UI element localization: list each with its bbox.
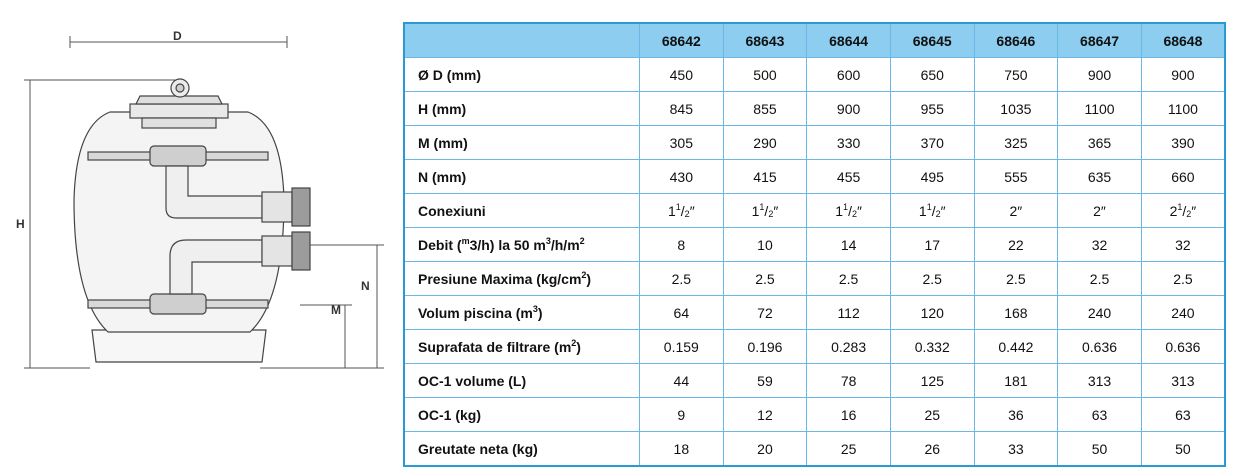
row-label: H (mm) xyxy=(404,92,640,126)
table-cell: 2″ xyxy=(1058,194,1142,228)
spec-table xyxy=(403,22,1226,467)
table-cell: 1100 xyxy=(1058,92,1142,126)
table-cell: 2.5 xyxy=(890,262,974,296)
table-cell: 0.442 xyxy=(974,330,1058,364)
row-label: M (mm) xyxy=(404,126,640,160)
table-cell: 305 xyxy=(640,126,724,160)
table-cell: 64 xyxy=(640,296,724,330)
table-cell: 325 xyxy=(974,126,1058,160)
table-cell: 430 xyxy=(640,160,724,194)
table-cell: 455 xyxy=(807,160,891,194)
table-cell: 313 xyxy=(1058,364,1142,398)
row-label: Suprafata de filtrare $(m^2)$ xyxy=(404,330,640,364)
dimension-d-label: D xyxy=(173,29,182,43)
table-cell: 1100 xyxy=(1141,92,1225,126)
table-cell: 845 xyxy=(640,92,724,126)
table-cell: 370 xyxy=(890,126,974,160)
row-label: N (mm) xyxy=(404,160,640,194)
table-cell: 72 xyxy=(723,296,807,330)
table-cell: 500 xyxy=(723,58,807,92)
table-cell: 25 xyxy=(807,432,891,467)
column-header: 68646 xyxy=(974,23,1058,58)
table-cell: 0.636 xyxy=(1141,330,1225,364)
table-cell: 63 xyxy=(1141,398,1225,432)
table-cell: 0.332 xyxy=(890,330,974,364)
table-cell: 20 xyxy=(723,432,807,467)
filter-diagram xyxy=(0,0,400,476)
table-cell: 2.5 xyxy=(807,262,891,296)
table-header-row xyxy=(404,23,1225,58)
column-header: 68648 xyxy=(1141,23,1225,58)
table-row xyxy=(404,58,1225,92)
table-cell: $1^1/_2''$ xyxy=(890,194,974,228)
row-label: Presiune Maxima $(kg/cm^2)$ xyxy=(404,262,640,296)
table-cell: 2.5 xyxy=(1141,262,1225,296)
table-cell: 290 xyxy=(723,126,807,160)
table-cell: 16 xyxy=(807,398,891,432)
table-cell: 855 xyxy=(723,92,807,126)
column-header: 68644 xyxy=(807,23,891,58)
dimension-n-label: N xyxy=(361,279,370,293)
table-cell: $2^1/_2''$ xyxy=(1141,194,1225,228)
table-cell: 33 xyxy=(974,432,1058,467)
table-cell: 330 xyxy=(807,126,891,160)
table-cell: 900 xyxy=(807,92,891,126)
table-cell: 32 xyxy=(1058,228,1142,262)
table-cell: 600 xyxy=(807,58,891,92)
table-cell: 181 xyxy=(974,364,1058,398)
table-row xyxy=(404,194,1225,228)
table-cell: 2.5 xyxy=(974,262,1058,296)
table-cell: 900 xyxy=(1141,58,1225,92)
table-row xyxy=(404,160,1225,194)
table-cell: 17 xyxy=(890,228,974,262)
table-cell: 125 xyxy=(890,364,974,398)
table-cell: 18 xyxy=(640,432,724,467)
table-cell: 168 xyxy=(974,296,1058,330)
table-cell: $1^1/_2''$ xyxy=(807,194,891,228)
table-cell: 8 xyxy=(640,228,724,262)
table-cell: 495 xyxy=(890,160,974,194)
table-cell: 26 xyxy=(890,432,974,467)
table-cell: $1^1/_2''$ xyxy=(723,194,807,228)
table-cell: 2.5 xyxy=(640,262,724,296)
table-cell: 450 xyxy=(640,58,724,92)
table-cell: 2.5 xyxy=(1058,262,1142,296)
table-cell: 240 xyxy=(1058,296,1142,330)
row-label: Volum piscina $(m^3)$ xyxy=(404,296,640,330)
row-label: Ø D (mm) xyxy=(404,58,640,92)
table-cell: 2″ xyxy=(974,194,1058,228)
table-cell: 59 xyxy=(723,364,807,398)
table-cell: 78 xyxy=(807,364,891,398)
table-cell: 390 xyxy=(1141,126,1225,160)
table-cell: 900 xyxy=(1058,58,1142,92)
row-label: Debit ($^m$3/h) la 50 $m^3/h/m^2$ xyxy=(404,228,640,262)
table-row xyxy=(404,126,1225,160)
table-cell: 22 xyxy=(974,228,1058,262)
table-row xyxy=(404,296,1225,330)
row-label: OC-1 (kg) xyxy=(404,398,640,432)
table-cell: 240 xyxy=(1141,296,1225,330)
table-row xyxy=(404,364,1225,398)
table-cell: 2.5 xyxy=(723,262,807,296)
table-cell: 9 xyxy=(640,398,724,432)
table-cell: 415 xyxy=(723,160,807,194)
filter-tank xyxy=(74,79,310,362)
table-cell: 25 xyxy=(890,398,974,432)
table-cell: 0.159 xyxy=(640,330,724,364)
table-cell: 44 xyxy=(640,364,724,398)
column-header: 68642 xyxy=(640,23,724,58)
table-cell: 0.283 xyxy=(807,330,891,364)
table-body xyxy=(404,58,1225,467)
table-row xyxy=(404,228,1225,262)
row-label: Greutate neta (kg) xyxy=(404,432,640,467)
table-row xyxy=(404,92,1225,126)
row-label: Conexiuni xyxy=(404,194,640,228)
row-label: OC-1 volume (L) xyxy=(404,364,640,398)
table-cell: 750 xyxy=(974,58,1058,92)
table-cell: 32 xyxy=(1141,228,1225,262)
table-cell: 635 xyxy=(1058,160,1142,194)
table-cell: 50 xyxy=(1058,432,1142,467)
table-row xyxy=(404,262,1225,296)
table-cell: 0.196 xyxy=(723,330,807,364)
header-corner-cell xyxy=(404,23,640,58)
table-cell: 14 xyxy=(807,228,891,262)
dimension-h-label: H xyxy=(16,217,25,231)
table-row xyxy=(404,398,1225,432)
table-cell: 120 xyxy=(890,296,974,330)
table-cell: 12 xyxy=(723,398,807,432)
dimension-m-label: M xyxy=(331,303,341,317)
column-header: 68643 xyxy=(723,23,807,58)
table-cell: 365 xyxy=(1058,126,1142,160)
table-cell: 650 xyxy=(890,58,974,92)
table-row xyxy=(404,432,1225,467)
table-row xyxy=(404,330,1225,364)
table-cell: 112 xyxy=(807,296,891,330)
table-cell: 10 xyxy=(723,228,807,262)
table-cell: 660 xyxy=(1141,160,1225,194)
table-cell: 0.636 xyxy=(1058,330,1142,364)
table-cell: 1035 xyxy=(974,92,1058,126)
table-cell: 955 xyxy=(890,92,974,126)
table-cell: 63 xyxy=(1058,398,1142,432)
column-header: 68647 xyxy=(1058,23,1142,58)
table-cell: 555 xyxy=(974,160,1058,194)
table-cell: 313 xyxy=(1141,364,1225,398)
table-cell: $1^1/_2''$ xyxy=(640,194,724,228)
column-header: 68645 xyxy=(890,23,974,58)
table-cell: 50 xyxy=(1141,432,1225,467)
table-cell: 36 xyxy=(974,398,1058,432)
